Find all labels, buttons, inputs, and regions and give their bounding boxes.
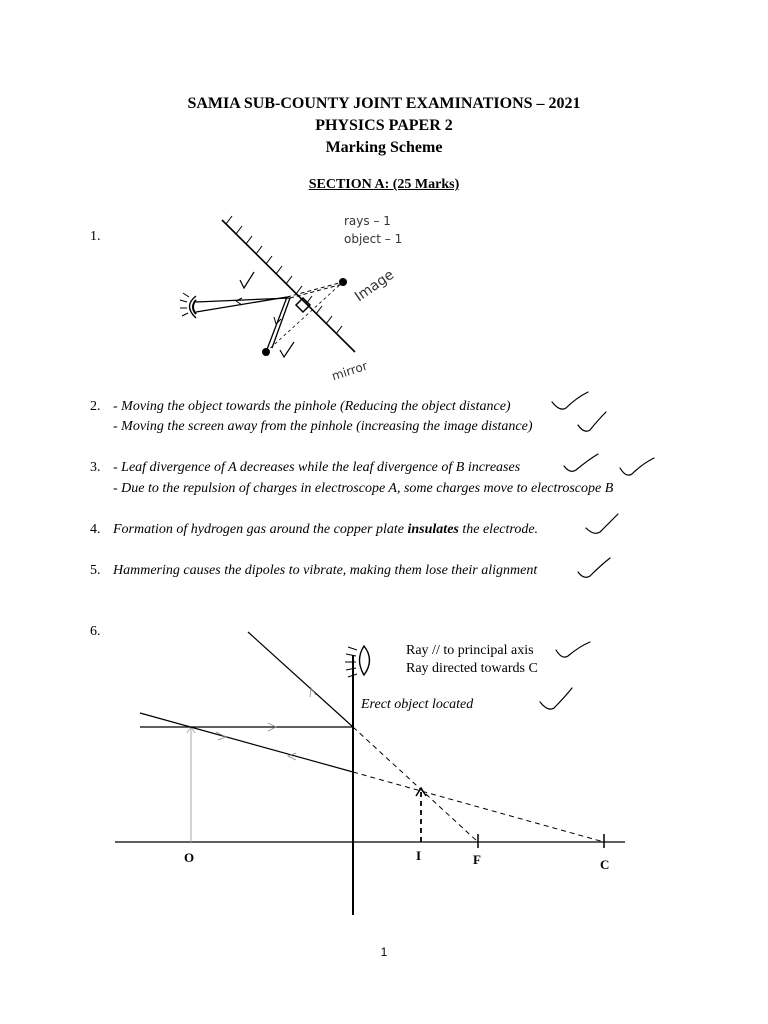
q2-answer-2: - Moving the screen away from the pinhole (increasing the image distance) <box>113 419 533 434</box>
eye-icon <box>360 646 370 675</box>
q6-note-ray-to-c: Ray directed towards C <box>406 661 538 676</box>
q4-bold-word: insulates <box>407 522 459 537</box>
q6-number: 6. <box>90 624 101 639</box>
q1-image-label: Image <box>352 266 398 306</box>
document-subtitle: Marking Scheme <box>325 139 443 156</box>
q3-number: 3. <box>90 460 101 475</box>
q1-annotation-rays: rays – 1 <box>344 214 391 228</box>
reflected-ray <box>248 632 353 727</box>
q2-answer-1: - Moving the object towards the pinhole (Reducing the object distance) <box>113 399 511 414</box>
q4-number: 4. <box>90 522 101 537</box>
ray-towards-c <box>140 713 353 772</box>
q6-note-parallel-ray: Ray // to principal axis <box>406 643 534 658</box>
q3-answer-1: - Leaf divergence of A decreases while the leaf divergence of B increases <box>113 460 521 475</box>
q5-answer: Hammering causes the dipoles to vibrate, making them lose their alignment <box>113 563 538 578</box>
q1-annotation-object: object – 1 <box>344 232 403 246</box>
q4-text-after: the electrode. <box>458 522 539 537</box>
q2-number: 2. <box>90 399 101 414</box>
exam-title: SAMIA SUB-COUNTY JOINT EXAMINATIONS – 2021 <box>187 95 581 112</box>
q1-mirror-label: mirror <box>330 358 370 384</box>
q4-text-before: Formation of hydrogen gas around the copper plate <box>113 522 408 537</box>
q3-answer-2: - Due to the repulsion of charges in electroscope A, some charges move to electroscope B <box>113 481 614 496</box>
label-O: O <box>184 850 195 865</box>
paper-title: PHYSICS PAPER 2 <box>315 117 453 134</box>
q5-number: 5. <box>90 563 101 578</box>
label-C: C <box>600 857 610 872</box>
label-I: I <box>416 848 422 863</box>
q6-note-erect-object: Erect object located <box>361 697 474 712</box>
section-heading: SECTION A: (25 Marks) <box>308 177 460 192</box>
page-number: 1 <box>380 945 388 959</box>
label-F: F <box>473 852 481 867</box>
q1-number: 1. <box>90 229 101 244</box>
